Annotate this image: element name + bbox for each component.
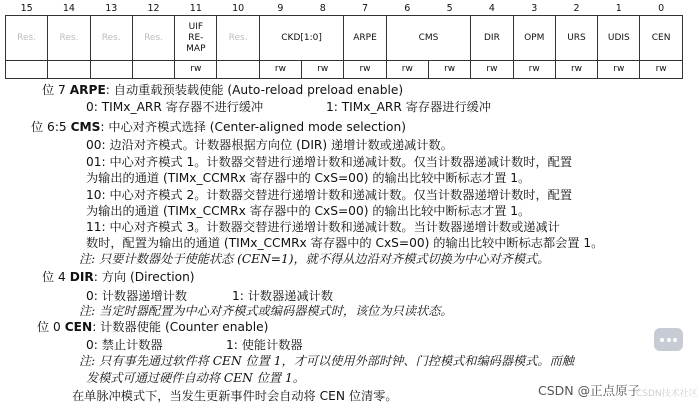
cen-one-pulse-text: 在单脉冲模式下，当发生更新事件时会自动将 CEN 位清零。 xyxy=(72,389,398,403)
field-udis: UDIS xyxy=(598,16,640,61)
bit-number: 1 xyxy=(598,1,640,16)
access-type: rw xyxy=(344,61,386,79)
cms-option-10-line1: 10: 中心对齐模式 2。计数器交替进行递增计数和递减计数。仅当计数器递增计数时，配置 xyxy=(86,188,573,202)
dir-name: DIR xyxy=(69,270,94,284)
cen-note-line1: 注: 只有事先通过软件将 CEN 位置 1，才可以使用外部时钟、门控模式和编码器模式。而触 xyxy=(79,354,574,368)
access-type: rw xyxy=(386,61,428,79)
access-type xyxy=(6,61,48,79)
bit-number: 4 xyxy=(471,1,513,16)
cen-heading: 位 0 CEN: 计数器使能 (Counter enable) xyxy=(37,320,269,334)
arpe-name: ARPE xyxy=(69,83,106,97)
reserved-field: Res. xyxy=(217,16,259,61)
bit-number: 6 xyxy=(386,1,428,16)
access-type xyxy=(48,61,90,79)
dir-heading: 位 4 DIR: 方向 (Direction) xyxy=(42,270,195,284)
register-bitfield-table xyxy=(5,1,683,79)
field-cen: CEN xyxy=(640,16,682,61)
faint-watermark: CSDN技术社区 xyxy=(636,389,698,399)
field-ckd-1-0-: CKD[1:0] xyxy=(259,16,344,61)
field-name-row xyxy=(6,16,683,61)
bit-number: 8 xyxy=(302,1,344,16)
arpe-heading: 位 7 ARPE: 自动重载预装载使能 (Auto-reload preload enable) xyxy=(42,83,404,97)
cms-option-10-line2: 为输出的通道 (TIMx_CCMRx 寄存器中的 CxS=00) 的输出比较中断标志才置 1。 xyxy=(86,204,531,218)
bit-number: 15 xyxy=(6,1,48,16)
reserved-field: Res. xyxy=(132,16,174,61)
cms-option-01-line1: 01: 中心对齐模式 1。计数器交替进行递增计数和递减计数。仅当计数器递减计数时，配置 xyxy=(86,155,573,169)
reserved-field: Res. xyxy=(48,16,90,61)
bit-number: 3 xyxy=(513,1,555,16)
field-urs: URS xyxy=(555,16,597,61)
access-type xyxy=(132,61,174,79)
access-type: rw xyxy=(428,61,470,79)
dir-option-0: 0: 计数器递增计数 xyxy=(86,289,188,303)
cms-note: 注: 只要计数器处于使能状态 (CEN=1)，就不得从边沿对齐模式切换为中心对齐模式。 xyxy=(79,252,550,266)
bit-number-row xyxy=(6,1,683,16)
cms-option-00: 00: 边沿对齐模式。计数器根据方向位 (DIR) 递增计数或递减计数。 xyxy=(86,138,453,152)
field-dir: DIR xyxy=(471,16,513,61)
bit-number: 7 xyxy=(344,1,386,16)
field-uifre-map: UIF RE- MAP xyxy=(175,16,217,61)
reserved-field: Res. xyxy=(6,16,48,61)
chat-bubble-icon xyxy=(654,328,683,351)
access-type-row xyxy=(6,61,683,79)
field-opm: OPM xyxy=(513,16,555,61)
access-type: rw xyxy=(513,61,555,79)
cms-name: CMS xyxy=(70,120,101,134)
cms-option-01-line2: 为输出的通道 (TIMx_CCMRx 寄存器中的 CxS=00) 的输出比较中断标志才置 1。 xyxy=(86,171,531,185)
field-arpe: ARPE xyxy=(344,16,386,61)
bit-number: 9 xyxy=(259,1,301,16)
cms-option-11-line2: 数时，配置为输出的通道 (TIMx_CCMRx 寄存器中的 CxS=00) 的输出比较中断标志都会置 1。 xyxy=(86,236,604,250)
field-cms: CMS xyxy=(386,16,471,61)
bit-number: 12 xyxy=(132,1,174,16)
cen-option-1: 1: 使能计数器 xyxy=(226,338,303,352)
csdn-watermark: CSDN @正点原子 xyxy=(538,383,641,398)
arpe-option-0: 0: TIMx_ARR 寄存器不进行缓冲 xyxy=(86,100,264,114)
bit-number: 2 xyxy=(555,1,597,16)
access-type: rw xyxy=(598,61,640,79)
bit-number: 10 xyxy=(217,1,259,16)
dir-note: 注: 当定时器配置为中心对齐模式或编码器模式时，该位为只读状态。 xyxy=(79,304,453,318)
access-type xyxy=(217,61,259,79)
access-type: rw xyxy=(302,61,344,79)
reserved-field: Res. xyxy=(90,16,132,61)
cms-heading: 位 6:5 CMS: 中心对齐模式选择 (Center-aligned mode selection) xyxy=(31,120,406,134)
dir-option-1: 1: 计数器递减计数 xyxy=(232,289,334,303)
bit-number: 0 xyxy=(640,1,682,16)
bit-number: 14 xyxy=(48,1,90,16)
bit-number: 11 xyxy=(175,1,217,16)
cen-name: CEN xyxy=(64,320,93,334)
arpe-option-1: 1: TIMx_ARR 寄存器进行缓冲 xyxy=(326,100,492,114)
cen-option-0: 0: 禁止计数器 xyxy=(86,338,163,352)
bit-number: 13 xyxy=(90,1,132,16)
cms-option-11-line1: 11: 中心对齐模式 3。计数器交替进行递增计数和递减计数。当计数器递增计数或递减计 xyxy=(86,220,560,234)
access-type: rw xyxy=(471,61,513,79)
access-type: rw xyxy=(555,61,597,79)
bit-number: 5 xyxy=(428,1,470,16)
access-type: rw xyxy=(259,61,301,79)
access-type xyxy=(90,61,132,79)
access-type: rw xyxy=(175,61,217,79)
cen-note-line2: 发模式可通过硬件自动将 CEN 位置 1。 xyxy=(86,371,305,385)
access-type: rw xyxy=(640,61,682,79)
